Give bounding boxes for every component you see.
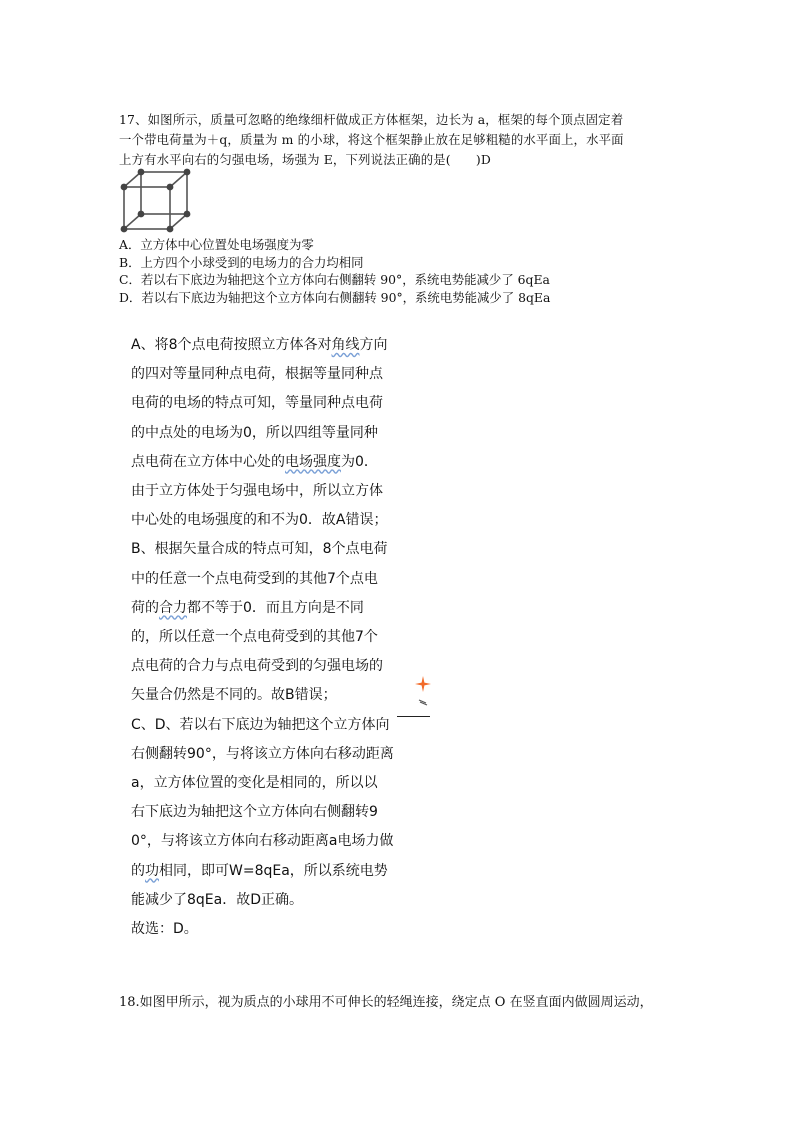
solution-text: 都不等于0．而且方向是不同 [187,599,364,616]
sparkle-icon [415,676,431,692]
solution-line: B、根据矢量合成的特点可知，8个点电荷 [131,541,388,558]
solution-line: 点电荷的合力与点电荷受到的匀强电场的 [131,658,383,675]
solution-line: 由于立方体处于匀强电场中，所以立方体 [131,483,383,500]
solution-line: 矢量合仍然是不同的。故B错误； [131,687,337,704]
solution-line: 的四对等量同种点电荷，根据等量同种点 [131,366,383,383]
divider-line [397,716,430,717]
solution-text: 点电荷在立方体中心处的 [131,453,285,470]
ball-vertex [167,184,174,191]
option-b: B．上方四个小球受到的电场力的合力均相同 [119,254,364,270]
ball-vertex [121,184,128,191]
solution-line: 的，所以任意一个点电荷受到的其他7个 [131,629,378,646]
solution-line [131,857,431,886]
solution-line: 0°，与将该立方体向右移动距离a电场力做 [131,833,394,850]
solution-line [131,448,431,477]
solution-line: 右侧翻转90°，与将该立方体向右移动距离 [131,745,394,762]
solution-text: 的 [131,862,145,879]
solution-line: 右下底边为轴把这个立方体向右侧翻转9 [131,804,378,821]
ball-vertex [184,211,191,218]
option-c: C．若以右下底边为轴把这个立方体向右侧翻转 90°，系统电势能减少了 6qEa [119,272,550,287]
solution-text: 方向 [359,337,388,353]
underlined-term: 电场强度 [285,453,341,470]
underlined-term: 合力 [159,599,187,616]
option-a: A．立方体中心位置处电场强度为零 [119,237,314,252]
solution-line [131,594,431,623]
solution-text: 荷的 [131,599,159,616]
option-d: D．若以右下底边为轴把这个立方体向右侧翻转 90°，系统电势能减少了 8qEa [119,289,551,305]
solution-line: 能减少了8qEa．故D正确。 [131,891,303,908]
solution-text: 为0． [341,453,378,470]
ball-vertex [167,226,174,233]
solution-line: C、D、若以右下底边为轴把这个立方体向 [131,716,390,733]
solution-line: 中的任意一个点电荷受到的其他7个点电 [131,570,378,587]
solution-line: 电荷的电场的特点可知，等量同种点电荷 [131,395,383,412]
question-17-line: 17、如图所示，质量可忽略的绝缘细杆做成正方体框架，边长为 a，框架的每个顶点固定着 [119,112,624,127]
solution-line: 的中点处的电场为0，所以四组等量同种 [131,424,378,441]
ball-vertex [184,169,191,176]
answer-options [119,236,550,306]
ball-vertex [138,169,145,176]
solution-text: A、将8个点电荷按照立方体各对 [131,337,332,353]
underlined-term: 角线 [331,337,360,353]
scribble-mark-icon [418,698,428,706]
ball-vertex [121,226,128,233]
solution-block [131,331,431,944]
question-17-line: 上方有水平向右的匀强电场，场强为 E，下列说法正确的是( )D [119,152,491,167]
solution-line [131,331,431,360]
question-17-line: 一个带电荷量为＋q，质量为 m 的小球，将这个框架静止放在足够粗糙的水平面上，水平面 [119,132,624,147]
solution-line: 故选：D。 [131,921,198,938]
question-18-stem: 18.如图甲所示，视为质点的小球用不可伸长的轻绳连接，绕定点 O 在竖直面内做圆周运动， [119,995,653,1010]
solution-line: 中心处的电场强度的和不为0．故A错误； [131,512,388,529]
solution-line: a，立方体位置的变化是相同的，所以以 [131,775,378,792]
underlined-term: 功 [145,862,159,879]
cube-frame-figure [120,168,192,234]
ball-vertex [138,211,145,218]
solution-text: 相同，即可W=8qEa，所以系统电势 [159,862,388,879]
question-17-stem [119,110,679,170]
